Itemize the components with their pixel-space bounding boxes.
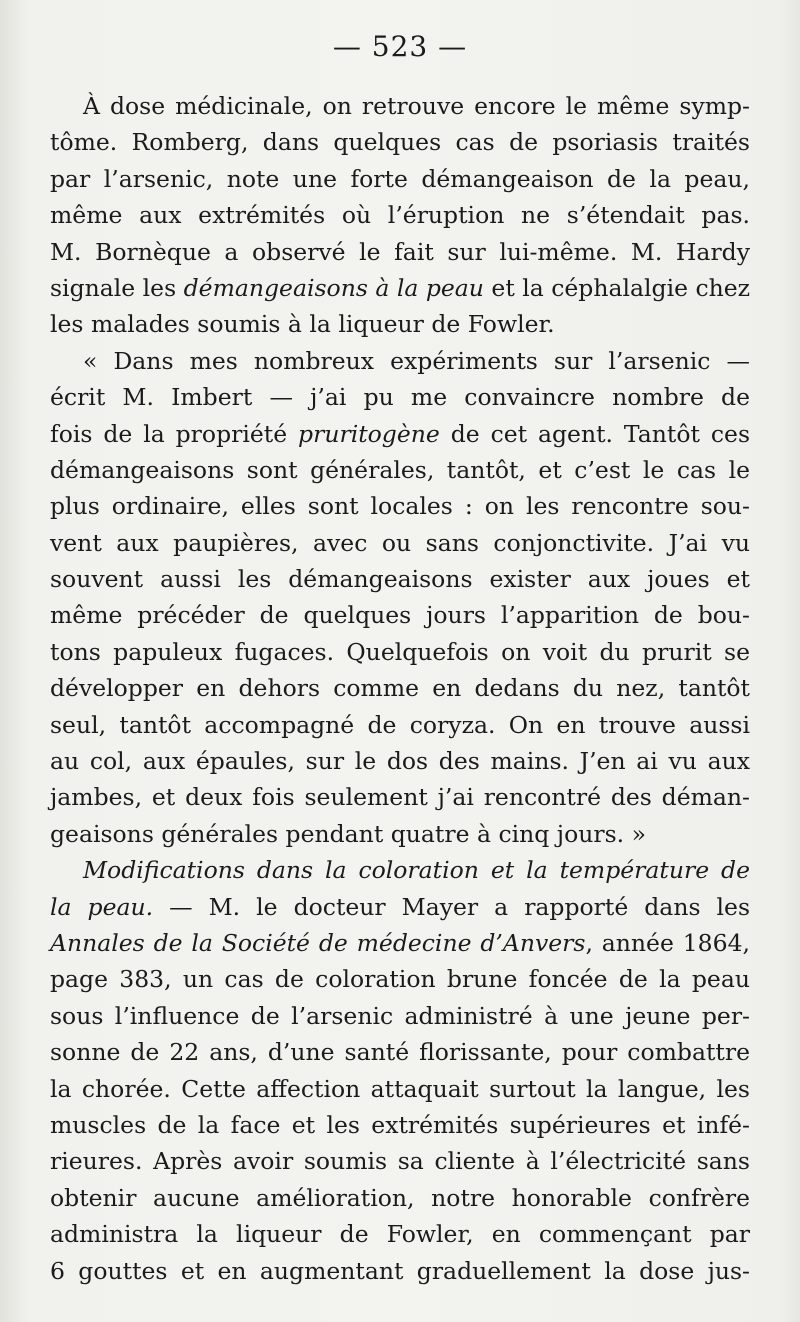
- text-line: [50, 306, 750, 342]
- text-line: [50, 1034, 750, 1070]
- line-text: de cet agent. Tantôt ces: [439, 419, 751, 448]
- line-text: tons papuleux fugaces. Quelquefois on voit du prurit se: [50, 637, 750, 666]
- text-line: [50, 597, 750, 633]
- text-line: [50, 343, 750, 379]
- line-text: vent aux paupières, avec ou sans conjonctivite. J’ai vu: [50, 528, 750, 557]
- line-text: page 383, un cas de coloration brune foncée de la peau: [50, 965, 750, 994]
- line-text: fois de la propriété: [50, 419, 299, 448]
- text-line: [50, 561, 750, 597]
- text-line: [50, 779, 750, 815]
- line-text: À dose médicinale, on retrouve encore le même symp-: [83, 92, 750, 120]
- line-text: même aux extrémités où l’éruption ne s’étendait pas.: [50, 201, 750, 230]
- text-line: [50, 416, 750, 452]
- text-line: [50, 488, 750, 524]
- line-text: les malades soumis à la liqueur de Fowler.: [50, 310, 555, 339]
- line-text: écrit M. Imbert — j’ai pu me convaincre nombre de: [50, 383, 750, 412]
- text-line: [50, 234, 750, 270]
- journal-title-italic: Annales de la Société de médecine d’Anvers: [50, 928, 586, 957]
- text-line: [50, 889, 750, 925]
- line-text: rieures. Après avoir soumis sa cliente à l’électricité sans: [50, 1147, 750, 1176]
- text-line: [50, 1253, 750, 1289]
- text-line: [50, 1143, 750, 1179]
- line-text: signale les: [50, 273, 184, 302]
- text-line: [50, 925, 750, 961]
- text-line: [50, 1180, 750, 1216]
- line-text: même précéder de quelques jours l’apparition de bou-: [50, 601, 750, 630]
- line-text: tôme. Romberg, dans quelques cas de psoriasis traités: [50, 128, 750, 157]
- text-line: [50, 1216, 750, 1252]
- line-text: plus ordinaire, elles sont locales : on les rencontre sou-: [50, 492, 750, 521]
- line-text: geaisons générales pendant quatre à cinq jours. »: [50, 819, 646, 848]
- page-number: — 523 —: [332, 30, 468, 63]
- line-text: et la céphalalgie chez: [483, 273, 751, 302]
- text-line: [50, 88, 750, 124]
- line-text: au col, aux épaules, sur le dos des mains. J’en ai vu aux: [50, 747, 750, 776]
- text-line: [50, 197, 750, 233]
- line-text: jambes, et deux fois seulement j’ai rencontré des déman-: [50, 783, 750, 812]
- text-line: [50, 707, 750, 743]
- line-text: sonne de 22 ans, d’une santé florissante, pour combattre: [50, 1038, 750, 1067]
- text-line: [50, 998, 750, 1034]
- line-text: muscles de la face et les extrémités supérieures et infé-: [50, 1110, 750, 1139]
- line-text: M. Bornèque a observé le fait sur lui-même. M. Hardy: [50, 237, 750, 266]
- line-text: démangeaisons sont générales, tantôt, et c’est le cas le: [50, 455, 750, 484]
- text-line: [50, 270, 750, 306]
- line-text: par l’arsenic, note une forte démangeaison de la peau,: [50, 164, 750, 193]
- text-line: [50, 743, 750, 779]
- italic-phrase: pruritogène: [298, 419, 440, 448]
- line-text: seul, tantôt accompagné de coryza. On en trouve aussi: [50, 710, 750, 739]
- line-text: développer en dehors comme en dedans du nez, tantôt: [50, 674, 750, 703]
- text-line: [50, 961, 750, 997]
- line-text: obtenir aucune amélioration, notre honorable confrère: [50, 1183, 750, 1212]
- line-text: [50, 856, 83, 884]
- text-line: [50, 525, 750, 561]
- text-line: [50, 161, 750, 197]
- text-line: [50, 634, 750, 670]
- line-text: , année 1864,: [585, 928, 751, 957]
- text-line: [50, 379, 750, 415]
- text-line: [50, 852, 750, 888]
- line-text: sous l’influence de l’arsenic administré à une jeune per-: [50, 1001, 750, 1030]
- section-heading-italic: la peau.: [50, 892, 154, 921]
- italic-phrase: démangeaisons à la peau: [183, 273, 484, 302]
- text-line: [50, 452, 750, 488]
- line-text: administra la liqueur de Fowler, en commençant par: [50, 1220, 750, 1249]
- line-text: — M. le docteur Mayer a rapporté dans les: [153, 892, 750, 921]
- page-body-text: [50, 88, 750, 1289]
- line-text: la chorée. Cette affection attaquait surtout la langue, les: [50, 1074, 750, 1103]
- text-line: [50, 670, 750, 706]
- text-line: [50, 816, 750, 852]
- line-text: « Dans mes nombreux expériments sur l’arsenic —: [83, 346, 750, 375]
- text-line: [50, 1071, 750, 1107]
- text-line: [50, 124, 750, 160]
- text-line: [50, 1107, 750, 1143]
- line-text: souvent aussi les démangeaisons exister aux joues et: [50, 565, 750, 594]
- line-text: 6 gouttes et en augmentant graduellement la dose jus-: [50, 1256, 750, 1285]
- section-heading-italic: Modifications dans la coloration et la température de: [83, 856, 750, 885]
